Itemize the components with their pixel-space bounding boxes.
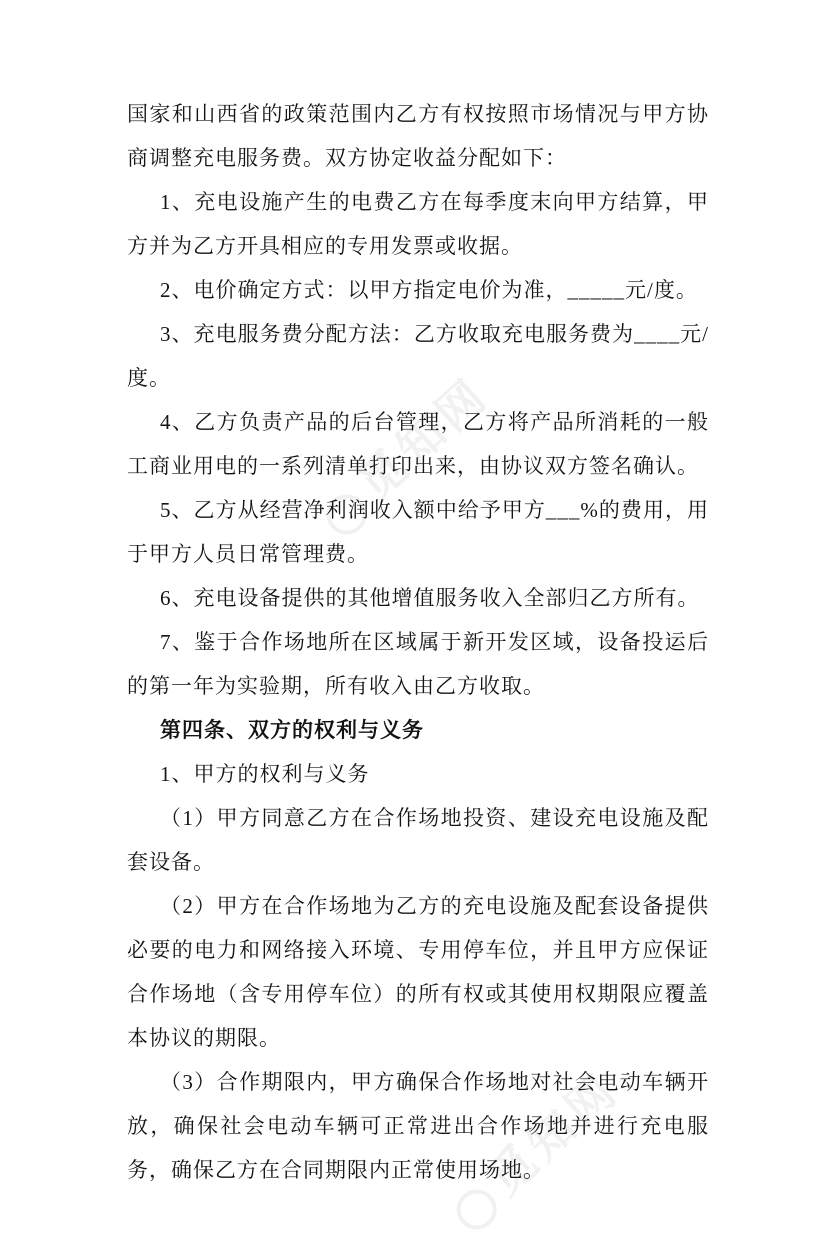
- paragraph: （1）甲方同意乙方在合作场地投资、建设充电设施及配套设备。: [127, 806, 709, 874]
- paragraph: 3、充电服务费分配方法：乙方收取充电服务费为____元/度。: [127, 322, 709, 390]
- section-heading: 第四条、双方的权利与义务: [160, 718, 424, 742]
- paragraph: 6、充电设备提供的其他增值服务收入全部归乙方所有。: [160, 586, 700, 610]
- paragraph: 4、乙方负责产品的后台管理，乙方将产品所消耗的一般工商业用电的一系列清单打印出来，由协议双方签名确认。: [127, 410, 709, 478]
- paragraph: （2）甲方在合作场地为乙方的充电设施及配套设备提供必要的电力和网络接入环境、专用停车位，并且甲方应保证合作场地（含专用停车位）的所有权或其使用权期限应覆盖本协议的期限。: [127, 894, 709, 1050]
- paragraph: 1、甲方的权利与义务: [160, 762, 370, 786]
- watermark-text: 觅知网: [478, 1062, 629, 1206]
- document-body: [127, 92, 709, 1192]
- paragraph: 5、乙方从经营净利润收入额中给予甲方___%的费用，用于甲方人员日常管理费。: [127, 498, 709, 566]
- paragraph: 7、鉴于合作场地所在区域属于新开发区域，设备投运后的第一年为实验期，所有收入由乙方收取。: [127, 630, 709, 698]
- paragraph: 2、电价确定方式：以甲方指定电价为准，_____元/度。: [160, 278, 698, 302]
- paragraph: 1、充电设施产生的电费乙方在每季度末向甲方结算，甲方并为乙方开具相应的专用发票或收据。: [127, 190, 709, 258]
- paragraph: 国家和山西省的政策范围内乙方有权按照市场情况与甲方协商调整充电服务费。双方协定收益分配如下：: [127, 102, 709, 170]
- watermark-text: 觅知网: [348, 367, 499, 511]
- paragraph: （3）合作期限内，甲方确保合作场地对社会电动车辆开放，确保社会电动车辆可正常进出合作场地并进行充电服务，确保乙方在合同期限内正常使用场地。: [127, 1070, 709, 1182]
